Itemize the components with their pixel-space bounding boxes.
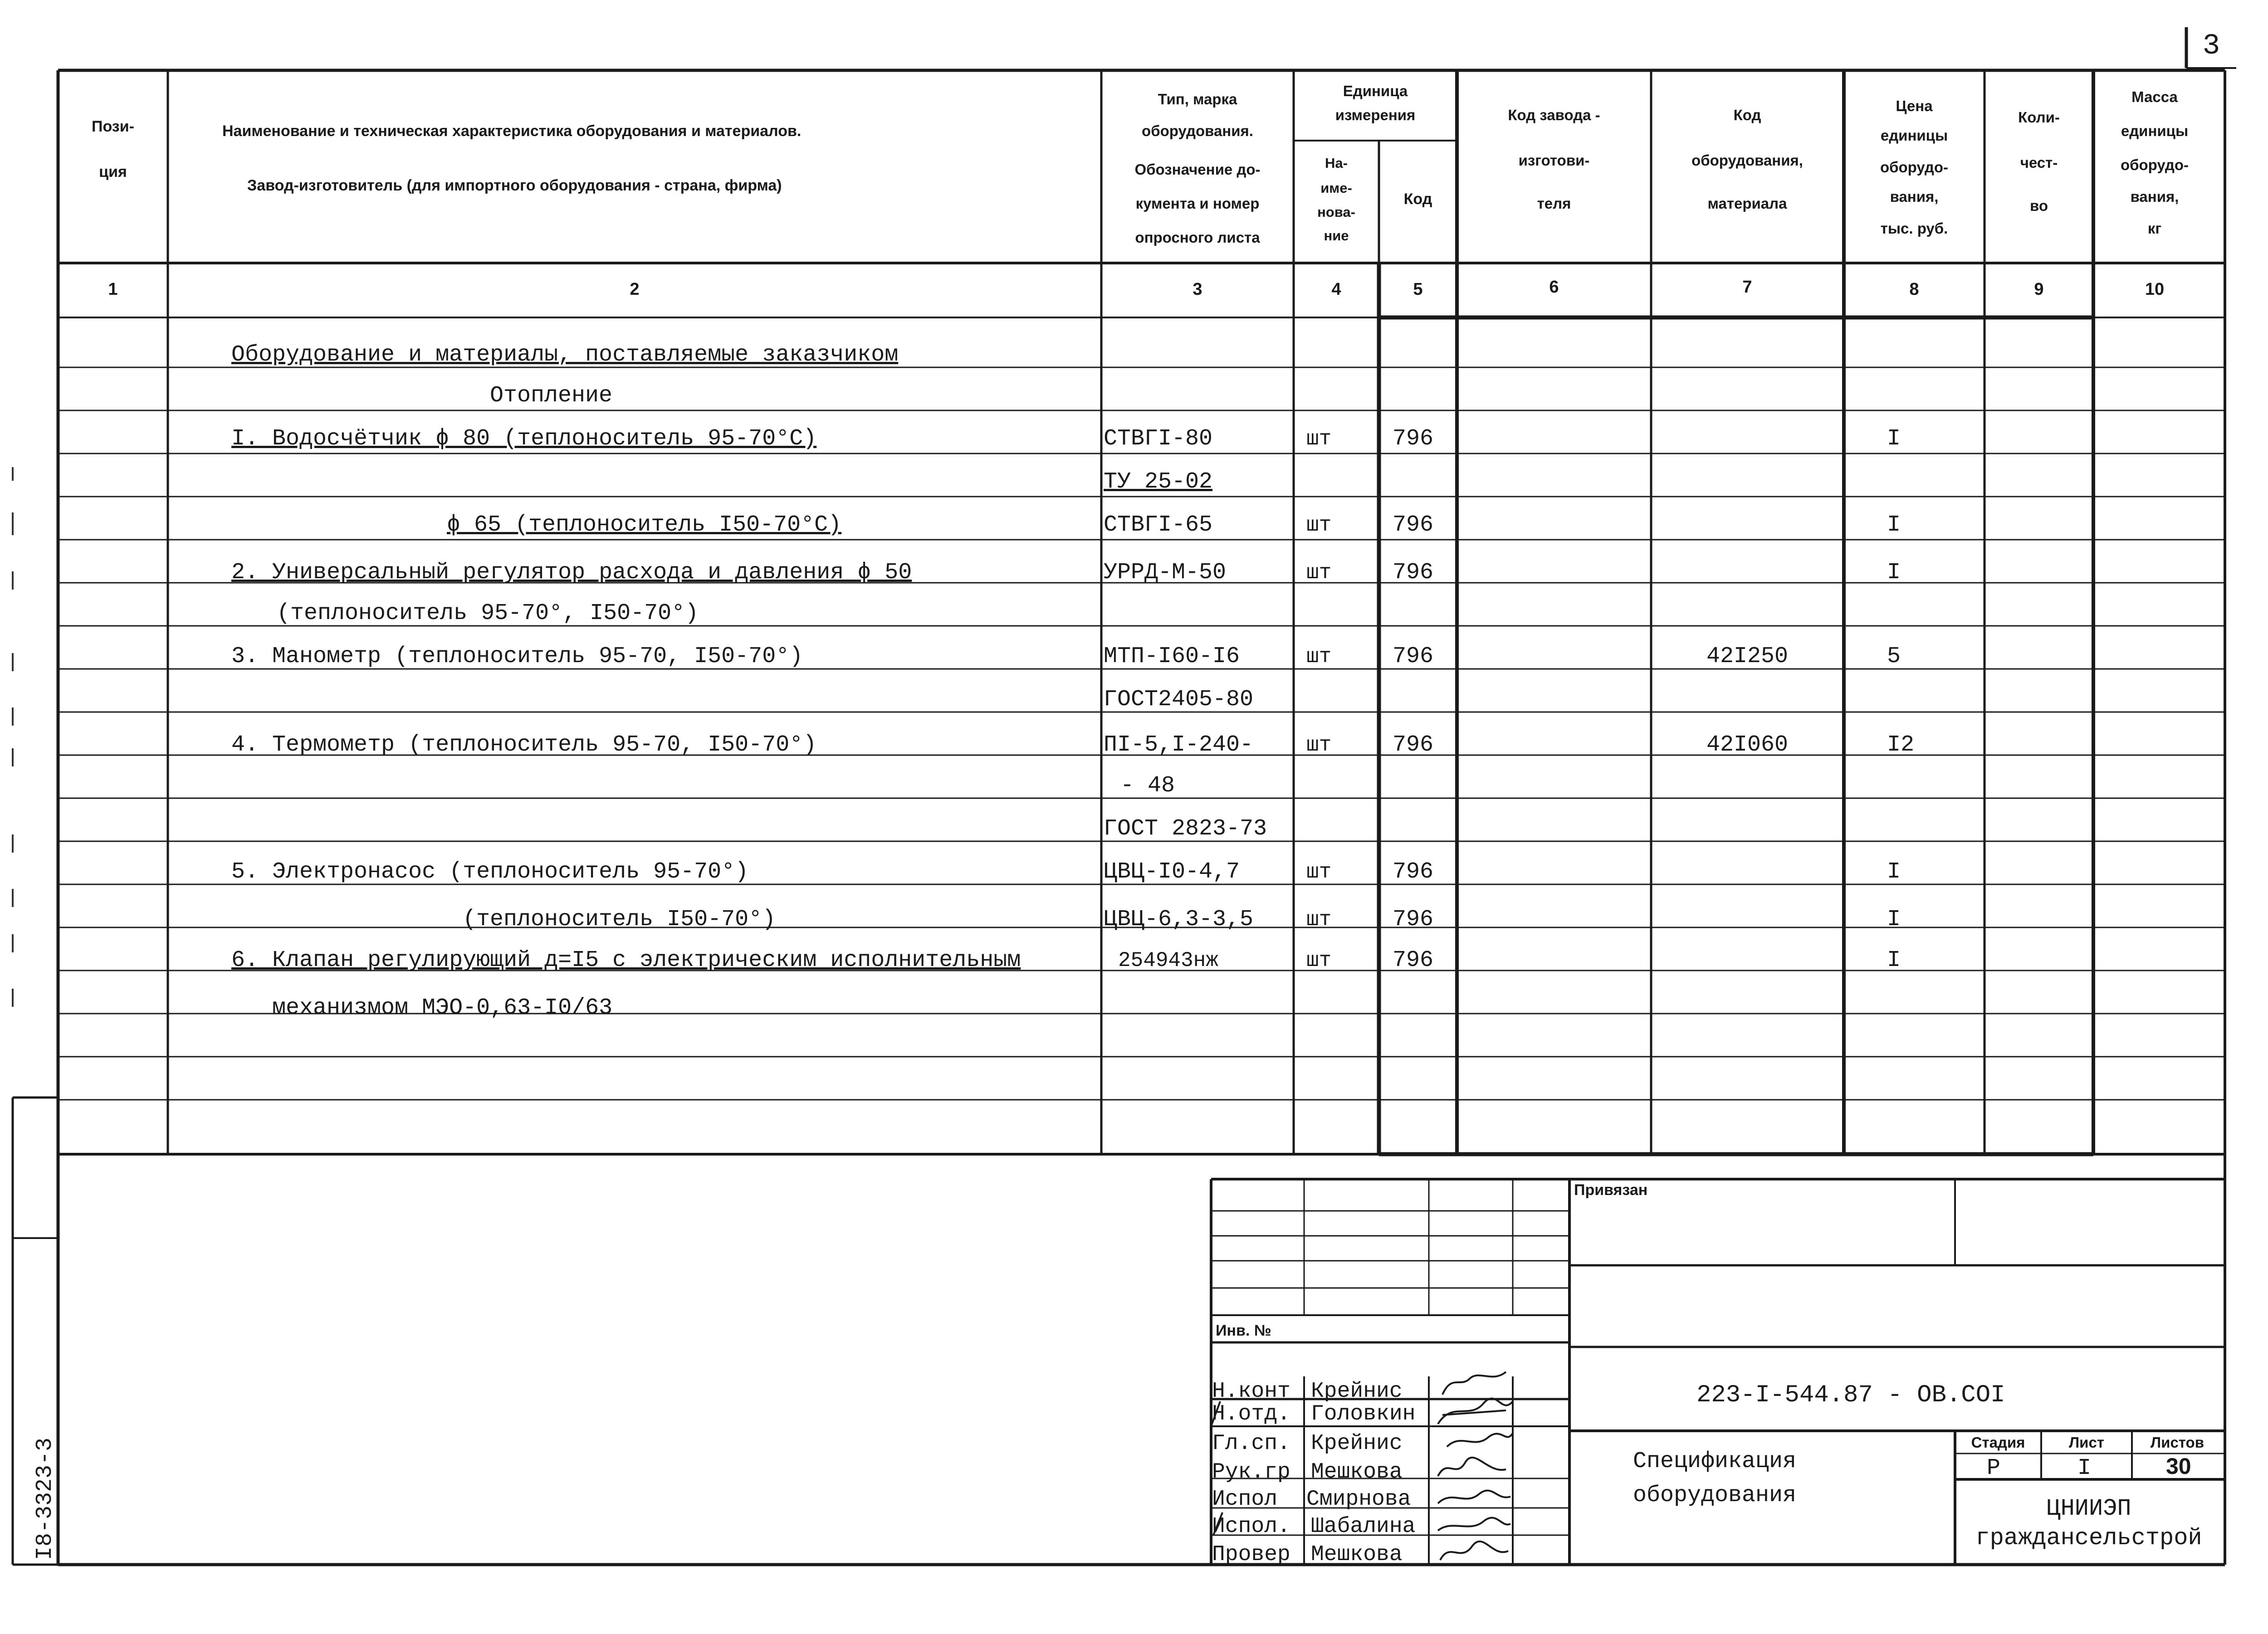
row-unit: шт: [1306, 733, 1332, 757]
person-name: Крейнис: [1311, 1431, 1403, 1456]
row-type: ЦВЦ-6,3-3,5: [1104, 907, 1254, 932]
row-price: I: [1887, 426, 1901, 452]
row-name: I. Водосчётчик ϕ 80 (теплоноситель 95-70°С): [231, 426, 817, 452]
header-mass-line4: вания,: [2130, 188, 2179, 205]
column-number-4: 4: [1331, 280, 1341, 299]
header-maker-code-line3: теля: [1537, 195, 1571, 212]
header-price-line2: единицы: [1880, 127, 1948, 144]
table-row: [277, 600, 699, 626]
row-name: 4. Термометр (теплоноситель 95-70, I50-70°): [231, 732, 817, 758]
row-type: МТП-I60-I6: [1104, 644, 1240, 669]
header-type-line1: Тип, марка: [1158, 91, 1237, 107]
header-unit-name-line3: нова-: [1317, 204, 1355, 220]
person-name: Смирнова: [1306, 1487, 1411, 1512]
header-price-line5: тыс. руб.: [1880, 220, 1948, 237]
row-equipment-code: 42I060: [1706, 732, 1789, 758]
header-equipment-code-line3: материала: [1707, 195, 1787, 212]
row-name: 6. Клапан регулирующий д=I5 с электрическим исполнительным: [231, 947, 1021, 973]
header-mass-line3: оборудо-: [2120, 156, 2189, 173]
stamp-inventory-label: Инв. №: [1216, 1322, 1271, 1339]
row-unit-code: 796: [1393, 512, 1434, 538]
row-unit-code: 796: [1393, 732, 1434, 758]
side-code: I8-3323-3: [32, 1437, 58, 1560]
row-unit-code: 796: [1393, 644, 1434, 669]
row-unit-code: 796: [1393, 859, 1434, 885]
header-equipment-code-line2: оборудования,: [1691, 152, 1803, 169]
row-name: ϕ 65 (теплоноситель I50-70°С): [447, 512, 842, 538]
document-code: 223-I-544.87 - ОВ.СОI: [1696, 1381, 2005, 1409]
stage-value: Р: [1987, 1455, 2001, 1481]
sheet-label: Лист: [2069, 1434, 2104, 1451]
header-quantity-line2: чест-: [2020, 154, 2058, 171]
table-row: [231, 342, 898, 368]
row-unit: шт: [1306, 561, 1332, 585]
header-mass-line5: кг: [2147, 220, 2162, 237]
row-type: ЦВЦ-I0-4,7: [1104, 859, 1240, 885]
row-unit: шт: [1306, 427, 1332, 451]
row-name: Отопление: [490, 383, 613, 409]
header-name-line1: Наименование и техническая характеристика оборудования и материалов.: [222, 122, 802, 140]
row-name: Оборудование и материалы, поставляемые заказчиком: [231, 342, 899, 368]
table-row: [490, 383, 612, 409]
header-unit-line2: измерения: [1335, 107, 1416, 123]
row-unit: шт: [1306, 513, 1332, 537]
header-name-line2: Завод-изготовитель (для импортного оборудования - страна, фирма): [247, 177, 782, 194]
column-number-5: 5: [1413, 280, 1423, 299]
header-unit-name-line1: На-: [1325, 155, 1348, 171]
row-name: механизмом МЭО-0,63-I0/63: [272, 995, 613, 1021]
row-unit: шт: [1306, 908, 1332, 932]
person-name: Шабалина: [1311, 1514, 1416, 1539]
header-quantity-line1: Коли-: [2018, 109, 2060, 126]
role-label: Н.отд.: [1212, 1402, 1290, 1426]
row-type: ПI-5,I-240-: [1104, 732, 1254, 758]
header-maker-code-line2: изготови-: [1518, 152, 1590, 169]
row-price: I: [1887, 512, 1901, 538]
role-label: Рук.гр: [1212, 1460, 1290, 1484]
row-type: ТУ 25-02: [1104, 469, 1213, 495]
page-number: 3: [2202, 30, 2220, 63]
row-name: (теплоноситель I50-70°): [463, 907, 776, 932]
person-name: Головкин: [1311, 1402, 1416, 1426]
row-name: 5. Электронасос (теплоноситель 95-70°): [231, 859, 749, 885]
header-price-line3: оборудо-: [1880, 159, 1949, 176]
row-type: 254943нж: [1118, 949, 1218, 972]
header-unit-name-line2: име-: [1320, 180, 1352, 196]
row-type: ГОСТ 2823-73: [1104, 816, 1267, 842]
role-label: Гл.сп.: [1212, 1431, 1290, 1456]
person-name: Крейнис: [1311, 1379, 1403, 1404]
document-title-line1: Спецификация: [1633, 1449, 1797, 1474]
table-row: [1120, 773, 1175, 799]
column-number-10: 10: [2145, 280, 2165, 299]
column-number-3: 3: [1193, 280, 1202, 299]
row-price: 5: [1887, 644, 1901, 669]
header-type-line2: оборудования.: [1142, 122, 1253, 139]
row-price: I: [1887, 907, 1901, 932]
header-type-line5: опросного листа: [1135, 229, 1260, 246]
row-type: СТВГI-80: [1104, 426, 1213, 452]
stamp-attached-label: Привязан: [1574, 1181, 1648, 1199]
row-unit-code: 796: [1393, 560, 1434, 585]
person-name: Мешкова: [1311, 1460, 1403, 1484]
row-type: УРРД-М-50: [1104, 560, 1227, 585]
header-maker-code-line1: Код завода -: [1508, 107, 1600, 123]
header-position-line2: ция: [99, 163, 127, 180]
organization-line2: граждансельстрой: [1975, 1525, 2202, 1551]
table-row: [1104, 687, 1253, 712]
document-title-line2: оборудования: [1633, 1483, 1797, 1508]
column-number-9: 9: [2034, 280, 2044, 299]
table-row: [1104, 469, 1212, 495]
role-label: Испол: [1212, 1487, 1278, 1512]
role-label: Н.конт: [1212, 1379, 1290, 1404]
row-unit-code: 796: [1393, 947, 1434, 973]
header-type-line4: кумента и номер: [1135, 195, 1260, 212]
column-number-7: 7: [1742, 278, 1752, 297]
row-unit-code: 796: [1393, 907, 1434, 932]
header-unit-name-line4: ние: [1324, 228, 1349, 244]
column-number-1: 1: [108, 280, 118, 299]
sheets-value: 30: [2166, 1454, 2191, 1479]
row-type: СТВГI-65: [1104, 512, 1213, 538]
header-unit-line1: Единица: [1343, 83, 1408, 99]
row-name: 3. Манометр (теплоноситель 95-70, I50-70°): [231, 644, 803, 669]
row-type: - 48: [1120, 773, 1175, 799]
header-mass-line1: Масса: [2131, 88, 2178, 105]
row-price: I: [1887, 560, 1901, 585]
row-price: I2: [1887, 732, 1915, 758]
signatories: [1212, 1379, 1415, 1567]
header-price-line1: Цена: [1896, 98, 1933, 114]
table-row: [1104, 816, 1267, 842]
column-number-8: 8: [1909, 280, 1919, 299]
role-label: Провер: [1212, 1542, 1290, 1567]
row-unit: шт: [1306, 860, 1332, 884]
row-unit: шт: [1306, 949, 1332, 972]
header-position-line1: Пози-: [92, 118, 134, 135]
sheets-label: Листов: [2151, 1434, 2204, 1451]
organization-line1: ЦНИИЭП: [2046, 1495, 2131, 1522]
header-quantity-line3: во: [2029, 197, 2048, 214]
row-price: I: [1887, 947, 1901, 973]
header-price-line4: вания,: [1890, 188, 1939, 205]
header-type-line3: Обозначение до-: [1134, 161, 1261, 178]
header-unit-code: Код: [1403, 190, 1432, 208]
header-mass-line2: единицы: [2121, 122, 2189, 139]
sheet-value: I: [2077, 1455, 2092, 1481]
stage-label: Стадия: [1971, 1434, 2025, 1451]
row-unit: шт: [1306, 645, 1332, 668]
column-number-2: 2: [630, 280, 640, 299]
header-equipment-code-line1: Код: [1733, 107, 1761, 123]
row-name: 2. Универсальный регулятор расхода и давления ϕ 50: [231, 560, 912, 585]
column-number-6: 6: [1549, 278, 1559, 297]
row-equipment-code: 42I250: [1706, 644, 1789, 669]
row-price: I: [1887, 859, 1901, 885]
person-name: Мешкова: [1311, 1542, 1403, 1567]
table-row: [272, 995, 612, 1021]
row-name: (теплоноситель 95-70°, I50-70°): [277, 600, 699, 626]
row-unit-code: 796: [1393, 426, 1434, 452]
role-label: Испол.: [1212, 1514, 1290, 1539]
row-type: ГОСТ2405-80: [1104, 687, 1254, 712]
